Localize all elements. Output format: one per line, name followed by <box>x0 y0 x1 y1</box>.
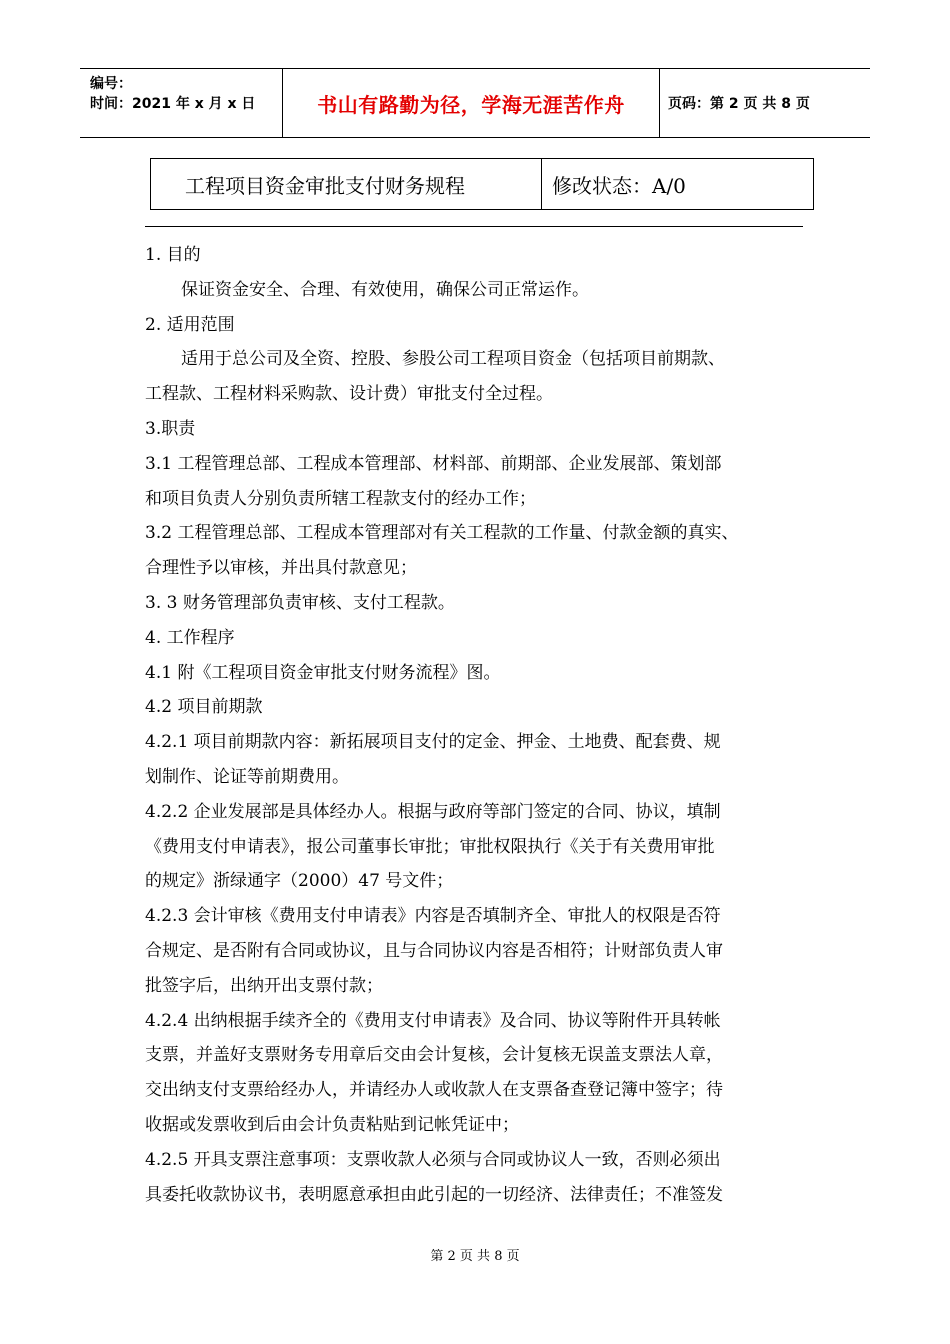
revision-cell <box>542 159 812 209</box>
body-paragraph: 收据或发票收到后由会计负责粘贴到记帐凭证中； <box>145 1114 519 1135</box>
header-page-cell <box>668 69 868 137</box>
document-date-label: 时间：2021 年 x 月 x 日 <box>90 96 256 112</box>
body-paragraph: 批签字后，出纳开出支票付款； <box>145 975 383 996</box>
body-paragraph: 具委托收款协议书，表明愿意承担由此引起的一切经济、法律责任；不准签发 <box>145 1184 723 1205</box>
body-paragraph: 4.1 附《工程项目资金审批支付财务流程》图。 <box>145 662 501 683</box>
section-heading: 1. 目的 <box>145 245 201 265</box>
title-divider <box>145 226 803 227</box>
header-slogan-cell <box>282 69 660 137</box>
body-paragraph: 交出纳支付支票给经办人，并请经办人或收款人在支票备查登记簿中签字；待 <box>145 1080 723 1101</box>
body-paragraph: 保证资金安全、合理、有效使用，确保公司正常运作。 <box>181 279 589 300</box>
body-paragraph: 4.2.3 会计审核《费用支付申请表》内容是否填制齐全、审批人的权限是否符 <box>145 906 721 927</box>
body-paragraph: 4.2.5 开具支票注意事项：支票收款人必须与合同或协议人一致，否则必须出 <box>145 1149 721 1170</box>
body-paragraph: 4.2.1 项目前期款内容：新拓展项目支付的定金、押金、土地费、配套费、规 <box>145 732 721 753</box>
revision-status: 修改状态：A/0 <box>552 173 686 198</box>
body-paragraph: 《费用支付申请表》，报公司董事长审批；审批权限执行《关于有关费用审批 <box>145 836 715 857</box>
body-paragraph: 划制作、论证等前期费用。 <box>145 766 349 787</box>
document-header <box>80 68 870 138</box>
body-paragraph: 的规定》浙绿通字（2000）47 号文件； <box>145 871 454 892</box>
section-heading: 3.职责 <box>145 418 196 439</box>
header-slogan: 书山有路勤为径，学海无涯苦作舟 <box>317 92 625 117</box>
section-heading: 4. 工作程序 <box>145 627 235 648</box>
body-paragraph: 合规定、是否附有合同或协议，且与合同协议内容是否相符；计财部负责人审 <box>145 940 723 961</box>
title-box <box>150 158 814 210</box>
body-paragraph: 和项目负责人分别负责所辖工程款支付的经办工作； <box>145 488 536 509</box>
document-number-label: 编号： <box>90 76 132 92</box>
body-paragraph: 合理性予以审核，并出具付款意见； <box>145 558 417 579</box>
body-paragraph: 4.2.4 出纳根据手续齐全的《费用支付申请表》及合同、协议等附件开具转帐 <box>145 1010 721 1031</box>
document-body <box>145 238 820 1212</box>
body-paragraph: 适用于总公司及全资、控股、参股公司工程项目资金（包括项目前期款、 <box>181 349 725 370</box>
section-heading: 2. 适用范围 <box>145 314 235 335</box>
document-title: 工程项目资金审批支付财务规程 <box>185 173 465 198</box>
body-paragraph: 支票，并盖好支票财务专用章后交由会计复核，会计复核无误盖支票法人章， <box>145 1045 723 1066</box>
header-meta <box>80 69 282 137</box>
body-paragraph: 3.2 工程管理总部、工程成本管理部对有关工程款的工作量、付款金额的真实、 <box>145 523 739 544</box>
body-paragraph: 4.2.2 企业发展部是具体经办人。根据与政府等部门签定的合同、协议，填制 <box>145 801 721 822</box>
title-cell <box>151 159 542 209</box>
body-paragraph: 3. 3 财务管理部负责审核、支付工程款。 <box>145 592 455 613</box>
header-page-info: 页码：第 2 页 共 8 页 <box>668 96 810 112</box>
page-footer: 第 2 页 共 8 页 <box>430 1249 520 1264</box>
body-paragraph: 3.1 工程管理总部、工程成本管理部、材料部、前期部、企业发展部、策划部 <box>145 453 722 474</box>
section-heading: 4.2 项目前期款 <box>145 697 263 718</box>
body-paragraph: 工程款、工程材料采购款、设计费）审批支付全过程。 <box>145 384 553 405</box>
